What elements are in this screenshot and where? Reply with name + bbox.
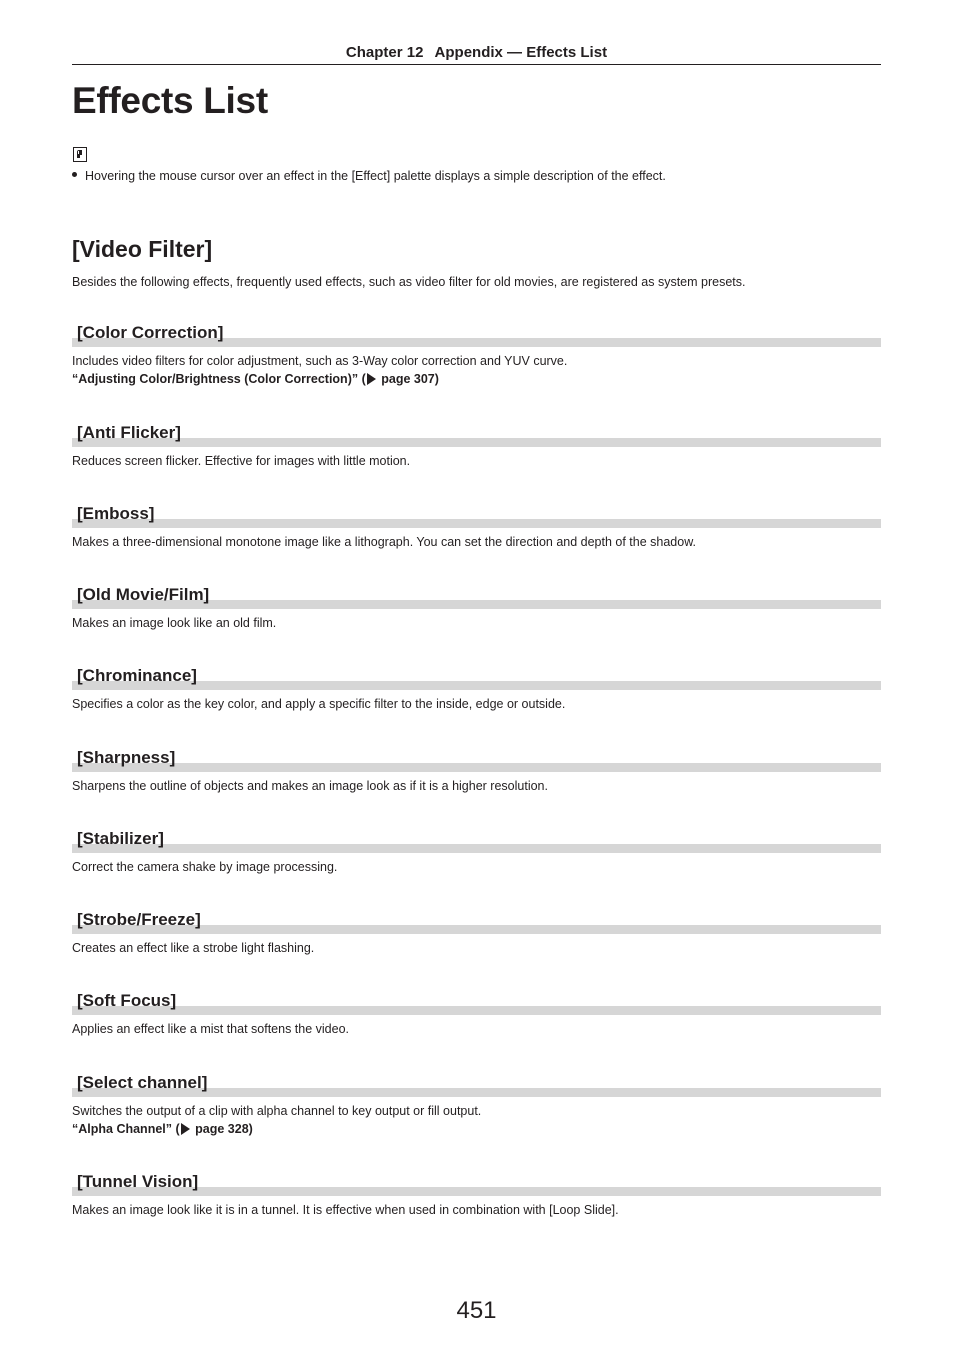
effect-title: [Select channel] [77,1073,208,1092]
page-title: Effects List [72,80,268,121]
effect-title: [Stabilizer] [77,829,164,848]
effect-description: Includes video filters for color adjustment, such as 3-Way color correction and YUV curve. [72,354,568,368]
effect-title: [Anti Flicker] [77,423,181,442]
section-intro: Besides the following effects, frequently used effects, such as video filter for old movies, are registered as system presets. [72,275,746,289]
link-text: “Alpha Channel” ( [72,1122,180,1136]
running-header: Chapter 12 Appendix — Effects List [345,44,608,61]
effect-item [72,323,881,386]
cross-reference-link[interactable] [72,1122,253,1136]
effect-description: Reduces screen flicker. Effective for images with little motion. [72,454,411,468]
effect-description: Makes an image look like an old film. [72,616,277,630]
effect-item [72,748,881,793]
effect-title: [Color Correction] [77,323,224,342]
effect-description: Creates an effect like a strobe light flashing. [72,941,315,955]
effect-item [72,666,881,711]
effect-description: Applies an effect like a mist that softens the video. [72,1022,350,1036]
cross-reference-link[interactable] [72,372,439,386]
header-rule [72,64,881,65]
page-number: 451 [456,1297,497,1324]
link-page: page 328) [195,1122,253,1136]
link-text: “Adjusting Color/Brightness (Color Correction)” ( [72,372,366,386]
effect-title: [Chrominance] [77,666,197,685]
effect-item [72,991,881,1036]
arrow-right-icon [181,1123,190,1135]
memo-icon [73,147,87,162]
effect-item [72,423,881,468]
link-page: page 307) [381,372,439,386]
effect-item [72,504,881,549]
bullet-icon [72,172,77,177]
effect-title: [Strobe/Freeze] [77,910,201,929]
effect-title: [Sharpness] [77,748,176,767]
effect-description: Makes an image look like it is in a tunnel. It is effective when used in combination with [Loop Slide]. [72,1203,619,1217]
effect-title: [Tunnel Vision] [77,1172,199,1191]
effect-description: Switches the output of a clip with alpha channel to key output or fill output. [72,1104,482,1118]
effect-item [72,910,881,955]
effect-title: [Emboss] [77,504,155,523]
effect-description: Sharpens the outline of objects and makes an image look as if it is a higher resolution. [72,779,548,793]
memo-note-text: Hovering the mouse cursor over an effect in the [Effect] palette displays a simple description of the effect. [85,169,666,183]
memo-note [72,169,666,183]
arrow-right-icon [367,373,376,385]
effect-description: Correct the camera shake by image processing. [72,860,338,874]
effect-item [72,829,881,874]
effect-description: Specifies a color as the key color, and apply a specific filter to the inside, edge or outside. [72,697,566,711]
section-title: [Video Filter] [72,236,213,262]
effect-title: [Soft Focus] [77,991,177,1010]
effect-title: [Old Movie/Film] [77,585,210,604]
effect-item [72,585,881,630]
effect-item [72,1172,881,1217]
effect-description: Makes a three-dimensional monotone image like a lithograph. You can set the direction and depth of the shadow. [72,535,697,549]
effect-item [72,1073,881,1136]
